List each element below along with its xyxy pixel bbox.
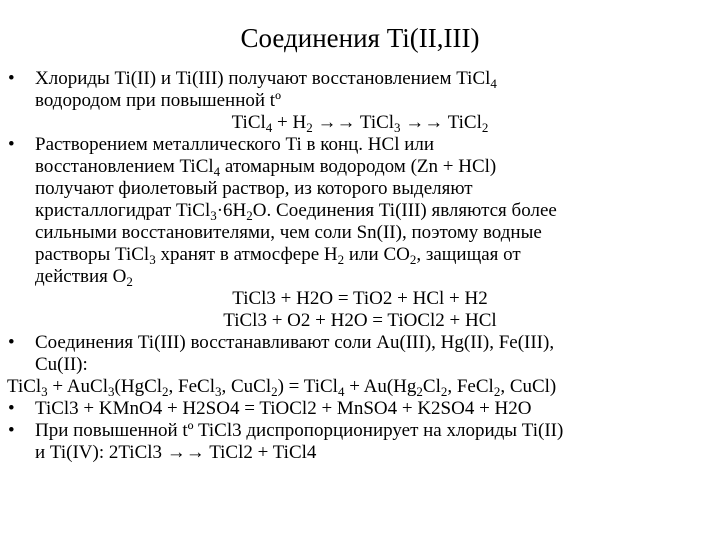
slide-title: Соединения Ti(II,III) <box>240 23 480 53</box>
bullet-marker: • <box>8 134 15 155</box>
bullet-1-line-1 <box>0 68 720 90</box>
bullet-2-line-6: растворы TiCl$_3$ хранят в атмосфере $H_2$ или $CO_2$, защищая от <box>35 244 521 267</box>
bullet-1-text: Хлориды Ti(II) и Ti(III) получают восстановлением TiCl$_4$ <box>35 68 497 91</box>
bullet-2-line-5: сильными восстановителями, чем соли Sn(II), поэтому водные <box>35 222 542 243</box>
bullet-5-line-2: и Ti(IV): 2TiCl3 →→ TiCl2 + TiCl4 <box>35 442 317 463</box>
bullet-marker: • <box>8 332 15 353</box>
bullet-2-line-1: • Растворением металлического Ti в конц. HCl или <box>8 134 435 155</box>
bullet-1-line-2: водородом при повышенной tº <box>35 90 281 111</box>
bullet-2-line-7: действия $O_2$ <box>35 266 133 289</box>
slide-body <box>0 68 720 464</box>
bullet-3-line-1: • Соединения Ti(III) восстанавливают соли Au(III), Hg(II), Fe(III), <box>8 332 555 353</box>
bullet-2-line-4: кристаллогидрат $TiCl_3\cdot 6H_2O$. Соединения Ti(III) являются более <box>35 200 557 223</box>
equation-1: TiCl$_4$ + $H_2$ →→ TiCl$_3$ →→ TiCl$_2$ <box>231 112 489 135</box>
bullet-3-line-2: Cu(II): <box>35 354 88 375</box>
bullet-4-line-1: • TiCl3 + KMnO4 + H2SO4 = TiOCl2 + MnSO4 + K2SO4 + H2O <box>8 398 532 419</box>
bullet-2-line-2: восстановлением TiCl$_4$ атомарным водородом (Zn + HCl) <box>35 156 497 179</box>
bullet-marker: • <box>8 68 15 89</box>
equation-4: TiCl$_3$ + AuCl$_3$(HgCl$_2$, FeCl$_3$, CuCl$_2$) = TiCl$_4$ + $Au(Hg_2Cl_2$, FeCl$_2$, CuCl) <box>7 376 557 399</box>
equation-2: TiCl3 + H2O = TiO2 + HCl + H2 <box>232 288 488 309</box>
equation-3: TiCl3 + O2 + H2O = TiOCl2 + HCl <box>223 310 497 331</box>
bullet-2-line-3: получают фиолетовый раствор, из которого выделяют <box>35 178 473 199</box>
bullet-5-line-1: • При повышенной tº TiCl3 диспропорционирует на хлориды Ti(II) <box>8 420 564 441</box>
bullet-marker: • <box>8 398 15 419</box>
bullet-marker: • <box>8 420 15 441</box>
